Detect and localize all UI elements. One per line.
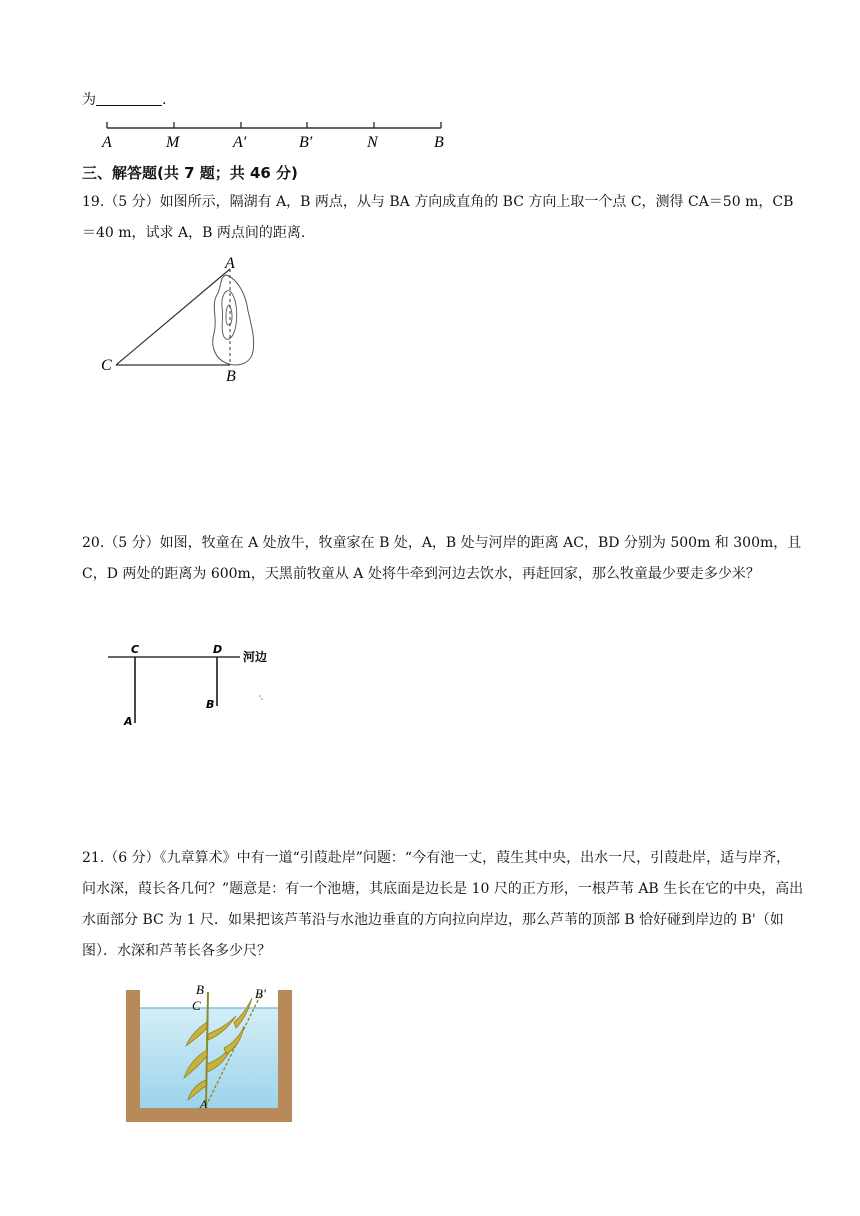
q21-label-a: A	[200, 1097, 208, 1111]
answer-blank	[96, 91, 162, 106]
number-line-figure	[100, 118, 450, 152]
section-title: 三、解答题(共 7 题；共 46 分)	[82, 164, 298, 182]
nl-label-a-prime: A′	[233, 134, 247, 151]
q19-label-a: A	[225, 255, 235, 272]
answer-line	[82, 85, 166, 116]
q20-label-c: C	[131, 643, 140, 656]
river-figure	[100, 640, 280, 732]
q21-label-b-prime: B'	[255, 986, 266, 1001]
q21-label-c: C	[192, 998, 201, 1013]
question-21-text: 21.（6 分）《九章算术》中有一道“引葭赴岸”问题：“今有池一丈，葭生其中央，出水一尺，引葭赴岸，适与岸齐，问水深，葭长各几何？”题意是：有一个池塘，其底面是边长是 10 尺的正方形，一根芦苇 AB 生长在它的中央，高出水面部分 BC 为 1 尺．如果把该芦苇沿与水池边垂直的方向拉向岸边，那么芦苇的顶部 B 恰好碰到岸边的 B'（如图）．水深和芦苇长各多少尺？	[82, 850, 804, 959]
q19-label-c: C	[101, 357, 112, 374]
question-20-text: 20.（5 分）如图，牧童在 A 处放牛，牧童家在 B 处，A，B 处与河岸的距离 AC，BD 分别为 500m 和 300m，且 C，D 两处的距离为 600m，天黑前牧童从 A 处将牛牵到河边去饮水，再赶回家，那么牧童最少要走多少米？	[82, 535, 802, 582]
answer-prefix: 为	[82, 92, 96, 108]
answer-suffix: .	[162, 92, 167, 108]
nl-label-a: A	[102, 134, 112, 151]
nl-label-b-prime: B′	[299, 134, 313, 151]
lake-figure	[98, 255, 258, 385]
q20-label-river: 河边	[243, 650, 268, 664]
pond-figure	[124, 982, 294, 1124]
q19-label-b: B	[226, 368, 236, 385]
nl-label-b: B	[434, 134, 444, 151]
nl-label-m: M	[166, 134, 180, 151]
question-19-text: 19.（5 分）如图所示，隔湖有 A，B 两点，从与 BA 方向成直角的 BC 方向上取一个点 C，测得 CA＝50 m，CB＝40 m，试求 A，B 两点间的距离.	[82, 194, 794, 241]
q20-label-a: A	[124, 715, 133, 728]
q20-label-d: D	[213, 643, 223, 656]
q20-label-b: B	[206, 698, 215, 711]
nl-label-n: N	[367, 134, 378, 151]
q21-label-b: B	[196, 982, 204, 997]
